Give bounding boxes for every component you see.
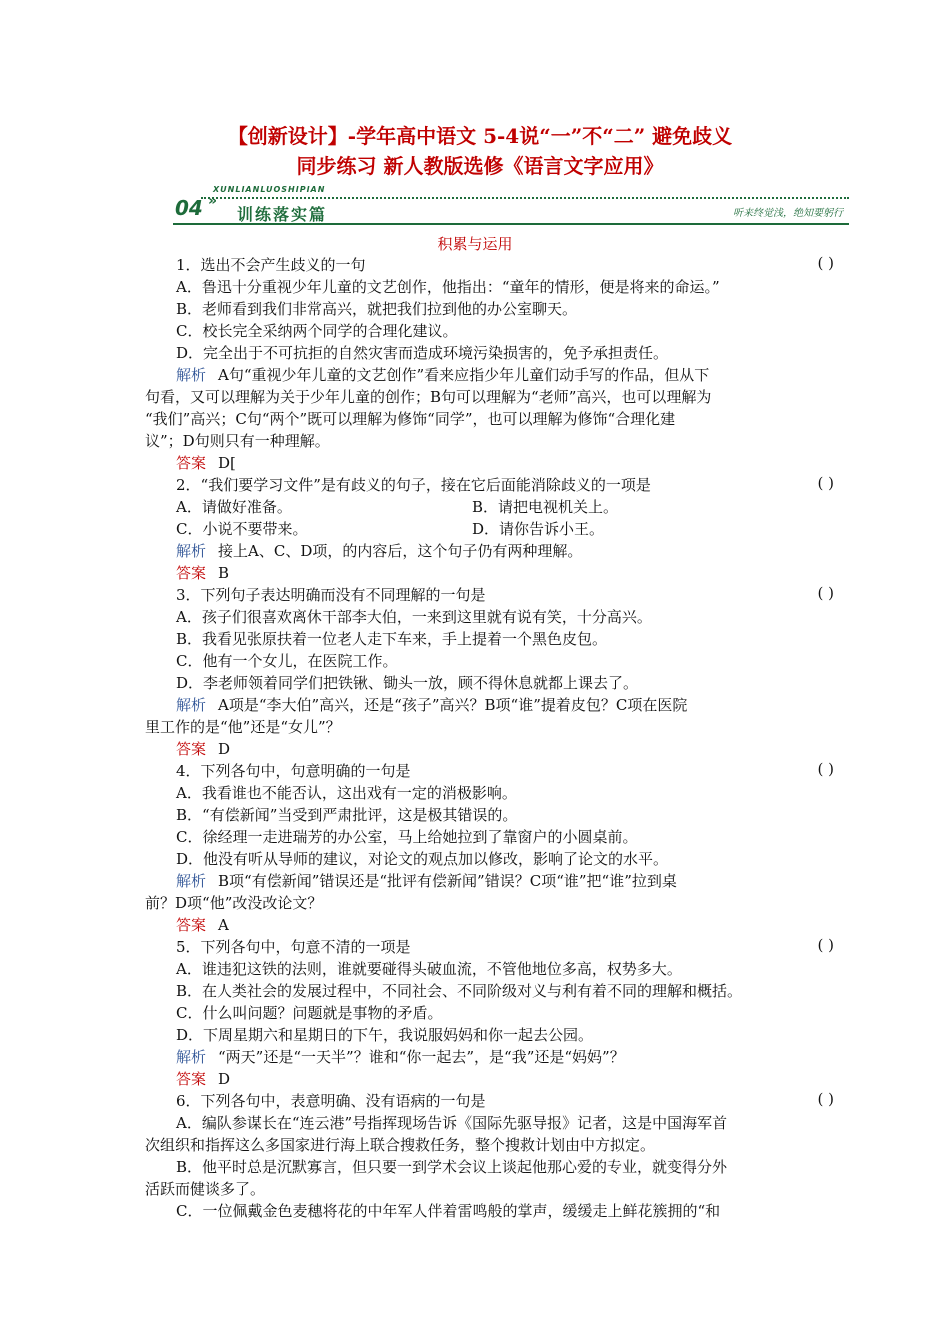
question-5-option-b: B．在人类社会的发展过程中，不同社会、不同阶级对义与利有着不同的理解和概括。 bbox=[176, 982, 743, 1000]
analysis-text: A项是“李大伯”高兴，还是“孩子”高兴？B项“谁”提着皮包？C项在医院 bbox=[218, 696, 688, 714]
analysis-text: A句“重视少年儿童的文艺创作”看来应指少年儿童们动手写的作品，但从下 bbox=[218, 366, 710, 384]
question-2-option-b: B．请把电视机关上。 bbox=[472, 498, 619, 516]
analysis-label: 解析 bbox=[176, 1048, 207, 1066]
question-5-analysis bbox=[176, 1046, 625, 1068]
answer-label: 答案 bbox=[176, 1070, 207, 1088]
question-6-option-a-line-2: 次组织和指挥这么多国家进行海上联合搜救任务，整个搜救计划由中方拟定。 bbox=[145, 1136, 656, 1154]
question-4-answer-blank: ( ) bbox=[817, 760, 834, 778]
question-1-option-a: A．鲁迅十分重视少年儿童的文艺创作，他指出：“童年的情形，便是将来的命运。” bbox=[176, 278, 720, 296]
analysis-label: 解析 bbox=[176, 872, 207, 890]
question-6-option-a: A．编队参谋长在“连云港”号指挥现场告诉《国际先驱导报》记者，这是中国海军首 bbox=[176, 1114, 728, 1132]
question-3-option-c: C．他有一个女儿，在医院工作。 bbox=[176, 652, 398, 670]
question-1-answer-blank: ( ) bbox=[817, 254, 834, 272]
question-2-answer-blank: ( ) bbox=[817, 474, 834, 492]
analysis-text: 接上A、C、D项，的内容后，这个句子仍有两种理解。 bbox=[218, 542, 583, 560]
question-5-answer-blank: ( ) bbox=[817, 936, 834, 954]
question-2-analysis bbox=[176, 540, 582, 562]
question-5-option-d: D．下周星期六和星期日的下午，我说服妈妈和你一起去公园。 bbox=[176, 1026, 594, 1044]
question-5-option-a: A．谁违犯这铁的法则，谁就要碰得头破血流，不管他地位多高，权势多大。 bbox=[176, 960, 682, 978]
question-4-option-c: C．徐经理一走进瑞芳的办公室，马上给她拉到了靠窗户的小圆桌前。 bbox=[176, 828, 638, 846]
question-4-option-a: A．我看谁也不能否认，这出戏有一定的消极影响。 bbox=[176, 784, 517, 802]
question-2-option-c: C．小说不要带来。 bbox=[176, 520, 308, 538]
answer-label: 答案 bbox=[176, 454, 207, 472]
section-title: 积累与运用 bbox=[437, 235, 513, 253]
question-2-option-a: A．请做好准备。 bbox=[176, 498, 292, 516]
question-1-stem: 1．选出不会产生歧义的一句 bbox=[176, 256, 366, 274]
answer-value: D[ bbox=[218, 454, 236, 472]
answer-label: 答案 bbox=[176, 564, 207, 582]
question-4-option-b: B．“有偿新闻”当受到严肃批评，这是极其错误的。 bbox=[176, 806, 518, 824]
analysis-text: B项“有偿新闻”错误还是“批评有偿新闻”错误？C项“谁”把“谁”拉到桌 bbox=[218, 872, 677, 890]
question-1-option-b: B．老师看到我们非常高兴，就把我们拉到他的办公室聊天。 bbox=[176, 300, 578, 318]
banner-name: 训练落实篇 bbox=[237, 205, 328, 224]
answer-value: D bbox=[218, 1070, 231, 1088]
question-1-answer bbox=[176, 452, 236, 474]
answer-value: A bbox=[218, 916, 229, 934]
question-4-analysis-line-2: 前？D项“他”改没改论文？ bbox=[145, 894, 323, 912]
question-3-analysis bbox=[176, 694, 687, 716]
section-banner bbox=[173, 186, 849, 226]
question-6-option-b: B．他平时总是沉默寡言，但只要一到学术会议上谈起他那心爱的专业，就变得分外 bbox=[176, 1158, 728, 1176]
question-3-option-a: A．孩子们很喜欢离休干部李大伯，一来到这里就有说有笑，十分高兴。 bbox=[176, 608, 652, 626]
question-3-analysis-line-2: 里工作的是“他”还是“女儿”？ bbox=[145, 718, 341, 736]
question-3-answer-blank: ( ) bbox=[817, 584, 834, 602]
question-3-answer bbox=[176, 738, 230, 760]
question-3-option-b: B．我看见张原扶着一位老人走下车来，手上提着一个黑色皮包。 bbox=[176, 630, 608, 648]
analysis-label: 解析 bbox=[176, 542, 207, 560]
question-6-stem: 6．下列各句中，表意明确、没有语病的一句是 bbox=[176, 1092, 486, 1110]
question-2-answer bbox=[176, 562, 229, 584]
answer-label: 答案 bbox=[176, 740, 207, 758]
question-5-stem: 5．下列各句中，句意不清的一项是 bbox=[176, 938, 411, 956]
question-1-analysis-line-2: 句看，又可以理解为关于少年儿童的创作；B句可以理解为“老师”高兴，也可以理解为 bbox=[145, 388, 712, 406]
answer-value: B bbox=[218, 564, 230, 582]
analysis-label: 解析 bbox=[176, 696, 207, 714]
question-1-option-d: D．完全出于不可抗拒的自然灾害而造成环境污染损害的，免予承担责任。 bbox=[176, 344, 669, 362]
banner-motto: 听来终觉浅，绝知要躬行 bbox=[733, 208, 843, 219]
question-1-analysis-line-4: 议”；D句则只有一种理解。 bbox=[145, 432, 330, 450]
question-4-option-d: D．他没有听从导师的建议，对论文的观点加以修改，影响了论文的水平。 bbox=[176, 850, 669, 868]
document-title-line-2: 同步练习 新人教版选修《语言文字应用》 bbox=[296, 154, 664, 178]
document-title-line-1: 【创新设计】-学年高中语文 5-4说“一”不“二” 避免歧义 bbox=[227, 124, 733, 148]
question-6-option-b-line-2: 活跃而健谈多了。 bbox=[145, 1180, 266, 1198]
banner-number: 04 bbox=[175, 196, 203, 220]
question-5-answer bbox=[176, 1068, 230, 1090]
question-5-option-c: C．什么叫问题？问题就是事物的矛盾。 bbox=[176, 1004, 443, 1022]
question-3-option-d: D．李老师领着同学们把铁锹、锄头一放，顾不得休息就都上课去了。 bbox=[176, 674, 639, 692]
analysis-label: 解析 bbox=[176, 366, 207, 384]
question-4-stem: 4．下列各句中，句意明确的一句是 bbox=[176, 762, 411, 780]
question-4-answer bbox=[176, 914, 229, 936]
question-1-analysis-line-3: “我们”高兴；C句“两个”既可以理解为修饰“同学”，也可以理解为修饰“合理化建 bbox=[145, 410, 676, 428]
question-2-option-d: D．请你告诉小王。 bbox=[472, 520, 605, 538]
question-1-analysis bbox=[176, 364, 709, 386]
question-6-answer-blank: ( ) bbox=[817, 1090, 834, 1108]
question-4-analysis bbox=[176, 870, 677, 892]
question-3-stem: 3．下列句子表达明确而没有不同理解的一句是 bbox=[176, 586, 486, 604]
double-chevron-icon: » bbox=[208, 193, 218, 209]
answer-label: 答案 bbox=[176, 916, 207, 934]
analysis-text: “两天”还是“一天半”？谁和“你一起去”，是“我”还是“妈妈”？ bbox=[218, 1048, 625, 1066]
question-6-option-c: C．一位佩戴金色麦穗将花的中年军人伴着雷鸣般的掌声，缓缓走上鲜花簇拥的“和 bbox=[176, 1202, 721, 1220]
banner-dotted-line bbox=[201, 197, 849, 199]
banner-pinyin: XUNLIANLUOSHIPIAN bbox=[213, 185, 326, 194]
answer-value: D bbox=[218, 740, 231, 758]
question-1-option-c: C．校长完全采纳两个同学的合理化建议。 bbox=[176, 322, 458, 340]
question-2-stem: 2．“我们要学习文件”是有歧义的句子，接在它后面能消除歧义的一项是 bbox=[176, 476, 651, 494]
